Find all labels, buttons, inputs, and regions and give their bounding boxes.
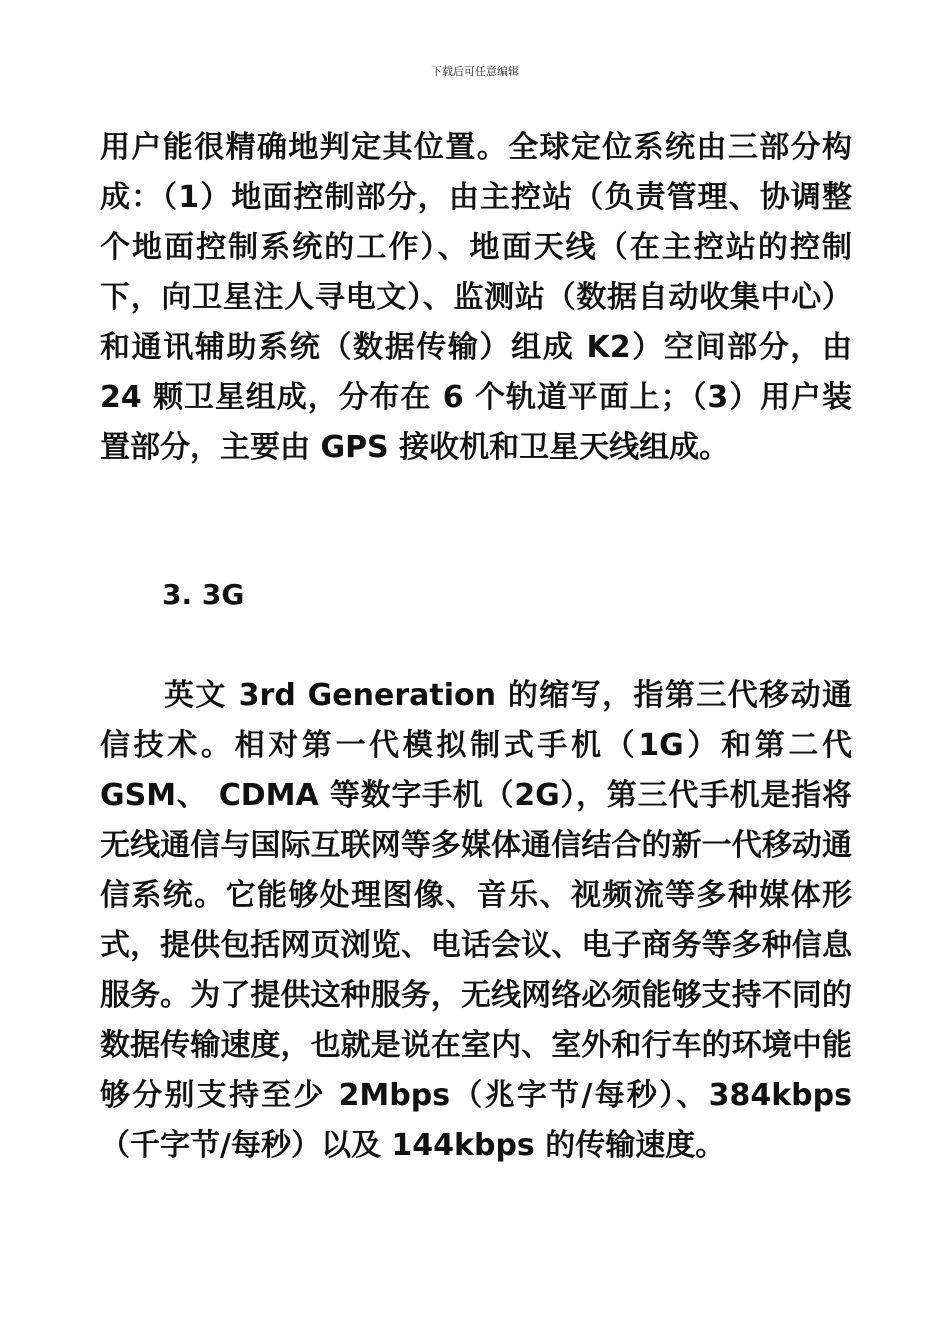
paragraph-gps: 用户能很精确地判定其位置。全球定位系统由三部分构成：（1）地面控制部分，由主控站（负责管理、协调整个地面控制系统的工作）、地面天线（在主控站的控制 下，向卫星注人寻电文）、监测站（数据自动收集中心）和通讯辅助系统（数据传输）组成 K2）空间部分，由 24 颗卫星组成，分布在 6 个轨道平面上；（3）用户装置部分，主要由 GPS 接收机和卫星天线组成。 [100, 130, 852, 465]
paragraph-3g: 英文 3rd Generation 的缩写，指第三代移动通信技术。相对第一代模拟制式手机（1G）和第二代 GSM、 CDMA 等数字手机（2G），第三代手机是指将无线通信与国际互联网等多媒体通信结合的新一代移动通信系统。它能够处理图像、音乐、视频流等多种媒体形式，提供包括网页浏览、电话会议、电子商务等多种信息服务。为了提供这种服务，无线网络必须能够支持不同的数据传输速度，也就是说在室内、室外和行车的环境中能够分别支持至少 2Mbps（兆字节/每秒）、384kbps（千字节/每秒）以及 144kbps 的传输速度。 [100, 678, 852, 1163]
section-heading-3g: 3. 3G [162, 578, 245, 611]
header-note: 下载后可任意编辑 [431, 65, 519, 78]
